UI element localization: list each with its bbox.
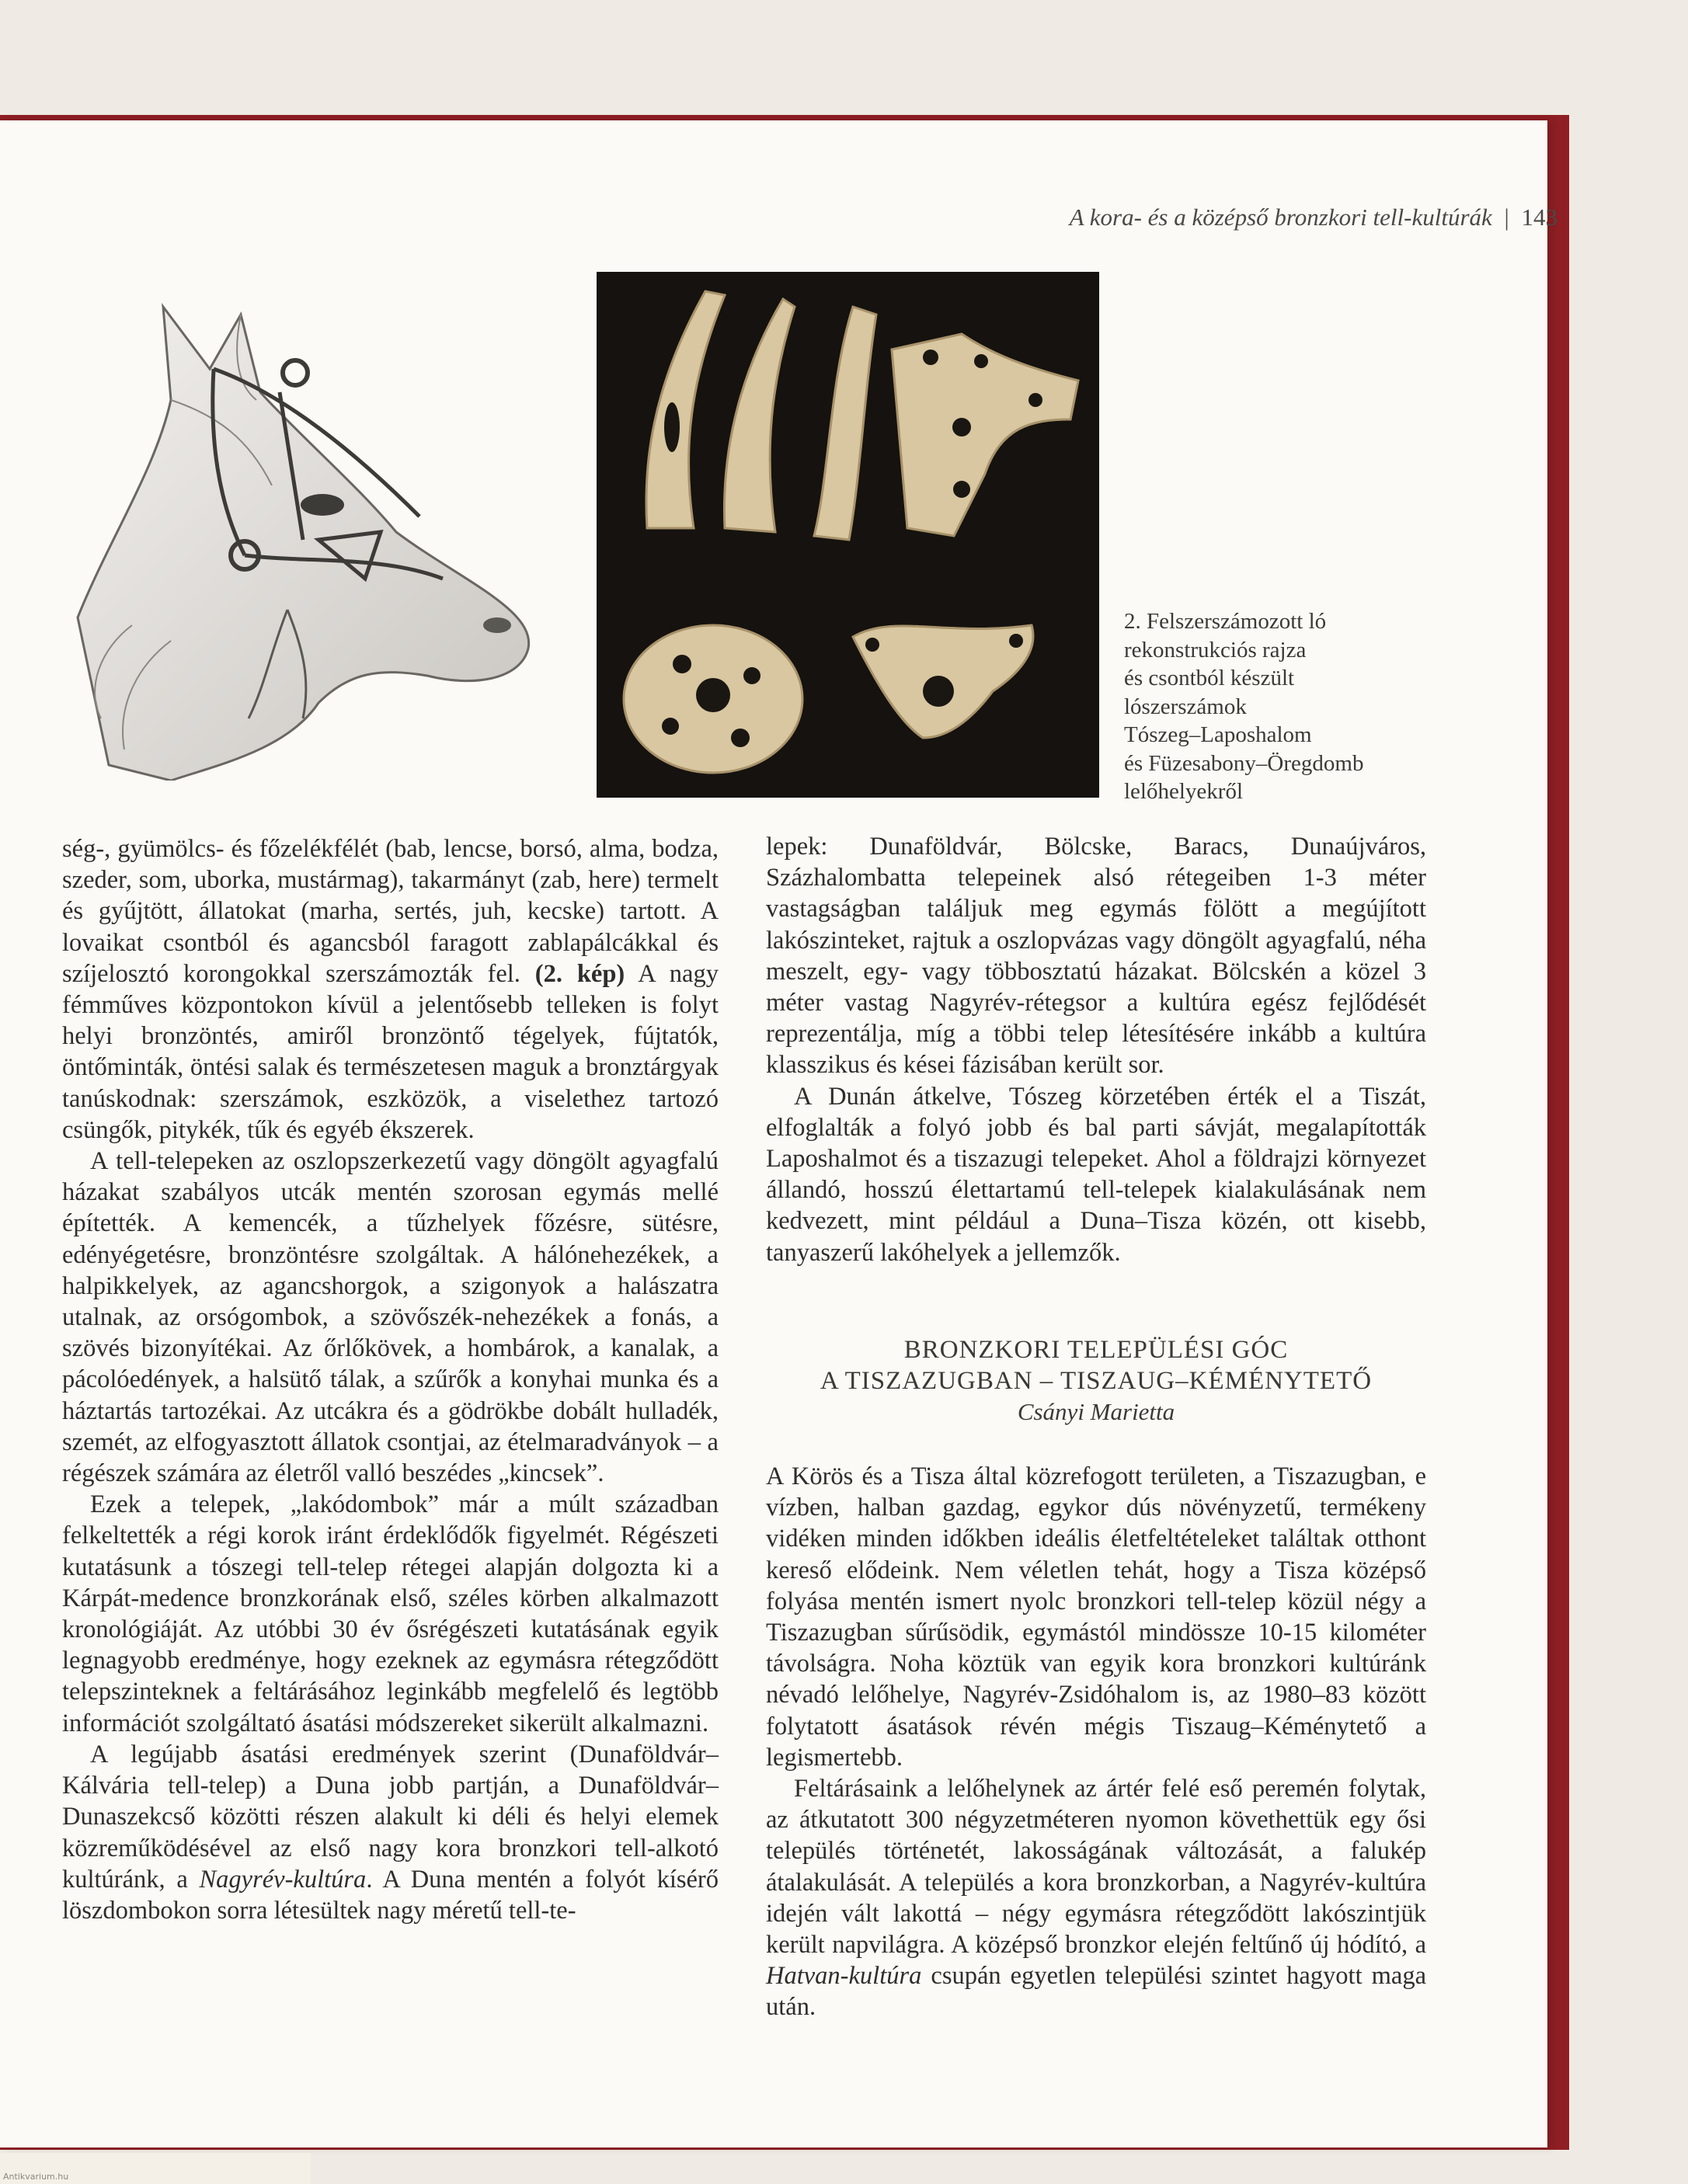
- caption-line: lelőhelyekről: [1124, 779, 1244, 804]
- paragraph: A legújabb ásatási eredmények szerint (Dunaföldvár–Kálvária tell-telep) a Duna jobb partján, a Dunaföldvár–Dunaszekcső közötti részen alakult ki déli és helyi elemek közreműködésével az első nagy kora bronzkori tell-alkotó kultúránk, a Nagyrév-kultúra. A Duna mentén a folyót kísérő löszdombokon sorra létesültek nagy méretű tell-te-: [62, 1740, 719, 1925]
- page-number: 143: [1521, 203, 1557, 231]
- paragraph: Feltárásaink a lelőhelynek az ártér felé eső peremén folytak, az átkutatott 300 négyzetméteren nyomon követhettük egy ősi település történetét, lakosságának változását, a falukép átalakulását. A település a kora bronzkorban, a Nagyrév-kultúra idején vált lakottá – négy egymásra rétegződött lakószintjük került napvilágra. A középső bronzkor elején feltűnő új hódító, a Hatvan-kultúra csupán egyetlen települési szintet hagyott maga után.: [766, 1775, 1426, 2022]
- running-title: A kora- és a középső bronzkori tell-kultúrák: [1069, 203, 1492, 231]
- section-author: Csányi Marietta: [1017, 1398, 1175, 1425]
- header-separator: |: [1504, 203, 1509, 231]
- caption-line: és csontból készült: [1124, 666, 1295, 690]
- caption-line: lószerszámok: [1124, 694, 1247, 719]
- right-text-column-top: [766, 831, 1426, 1268]
- paragraph: A Körös és a Tisza által közrefogott területen, a Tiszazugban, e vízben, halban gazdag, egykor dús növényzetű, termékeny vidéken minden időkben ideális életfeltételeket találtak otthont kereső elődeink. Nem véletlen tehát, hogy a Tisza középső folyása mentén ismert nyolc bronzkori tell-telep közül négy a Tiszazugban sűrűsödik, egymástól mindössze 10-15 kilométer távolságra. Noha köztük van egyik kora bronzkori kultúránk névadó lelőhelye, Nagyrév-Zsidóhalom is, az 1980–83 között folytatott ásatások révén mégis Tiszaug–Kéménytető a legismertebb.: [766, 1462, 1426, 1772]
- figure-caption: [1124, 607, 1380, 806]
- section-heading: [766, 1334, 1426, 1428]
- section-title-line-2: A TISZAZUGBAN – TISZAUG–KÉMÉNYTETŐ: [820, 1367, 1373, 1395]
- paragraph: ség-, gyümölcs- és főzelékfélét (bab, lencse, borsó, alma, bodza, szeder, som, uborka, mustármag), takarmányt (zab, here) termelt és gyűjtött, állatokat (marha, sertés, juh, kecske) tartott. A lovaikat csontból és agancsból faragott zablapálcákkal és szíjelosztó korongokkal szerszámozták fel. (2. kép) A nagy fémműves központokon kívül a jelentősebb telleken is folyt helyi bronzöntés, amiről bronzöntő tégelyek, fújtatók, öntőminták, öntési salak és természetesen maguk a bronztárgyak tanúskodnak: szerszámok, eszközök, a viselethez tartozó csüngők, pitykék, tűk és egyéb ékszerek.: [62, 835, 719, 1144]
- caption-line: 2. Felszerszámozott ló: [1124, 609, 1327, 634]
- section-title-line-1: BRONZKORI TELEPÜLÉSI GÓC: [903, 1336, 1289, 1364]
- paragraph: A Dunán átkelve, Tószeg körzetében érték el a Tiszát, elfoglalták a folyó jobb és bal parti sávját, megalapították Laposhalmot és a tiszazugi telepeket. Ahol a földrajzi környezet állandó, hosszú élettartamú tell-telepek kialakulásának nem kedvezett, mint például a Duna–Tisza közén, ott kisebb, tanyaszerű lakóhelyek a jellemzők.: [766, 1082, 1426, 1267]
- caption-line: és Füzesabony–Öregdomb: [1124, 750, 1364, 776]
- bone-harness-artifacts-photo: [597, 272, 1099, 798]
- horse-bridle-drawing: [54, 283, 536, 781]
- watermark: Antikvarium.hu: [3, 2172, 69, 2182]
- paragraph: lepek: Dunaföldvár, Bölcske, Baracs, Dunaújváros, Százhalombatta telepeinek alsó rétegeiben 1-3 méter vastagságban találjuk meg egymás fölött a megújított lakószinteket, rajtuk a oszlopvázas vagy döngölt agyagfalú, néha meszelt, egy- vagy többosztatú házakat. Bölcskén a közel 3 méter vastag Nagyrév-rétegsor a kultúra egész fejlődését reprezentálja, míg a többi telep létesítésére inkább a kultúra klasszikus és kései fázisában került sor.: [766, 833, 1426, 1080]
- right-text-column-bottom: [766, 1461, 1426, 2023]
- paragraph: A tell-telepeken az oszlopszerkezetű vagy döngölt agyagfalú házakat szabályos utcák mentén szorosan egymás mellé építették. A kemencék, a tűzhelyek főzésre, sütésre, edényégetésre, bronzöntésre szolgáltak. A hálónehezékek, a halpikkelyek, az agancshorgok, a szigonyok a halászatra utalnak, az orsógombok, a szövőszék-nehezékek a fonás, a szövés bizonyítékai. Az őrlőkövek, a hombárok, a kanalak, a pácolóedények, a halsütő tálak, a szűrők a konyhai munka és a háztartás tartozékai. Az utcákra és a gödrökbe dobált hulladék, szemét, az elfogyasztott állatok csontjai, az ételmaradványok – a régészek számára az életről valló beszédes „kincsek”.: [62, 1147, 719, 1488]
- paragraph: Ezek a telepek, „lakódombok” már a múlt században felkeltették a régi korok iránt érdeklődők figyelmét. Régészeti kutatásunk a tószegi tell-telep rétegei alapján dolgozta ki a Kárpát-medence bronzkorának első, széles körben alkalmazott kronológiáját. Az utóbbi 30 év ősrégészeti kutatásának egyik legnagyobb eredménye, hogy ezeknek az egymásra rétegződött telepszinteknek a feltárásához leginkább megfelelő és legtöbb információt szolgáltató ásatási módszereket sikerült alkalmazni.: [62, 1490, 719, 1737]
- figure-reference: (2. kép): [534, 959, 625, 988]
- caption-line: Tószeg–Laposhalom: [1124, 722, 1312, 747]
- caption-line: rekonstrukciós rajza: [1124, 637, 1307, 663]
- left-text-column: [62, 833, 719, 1926]
